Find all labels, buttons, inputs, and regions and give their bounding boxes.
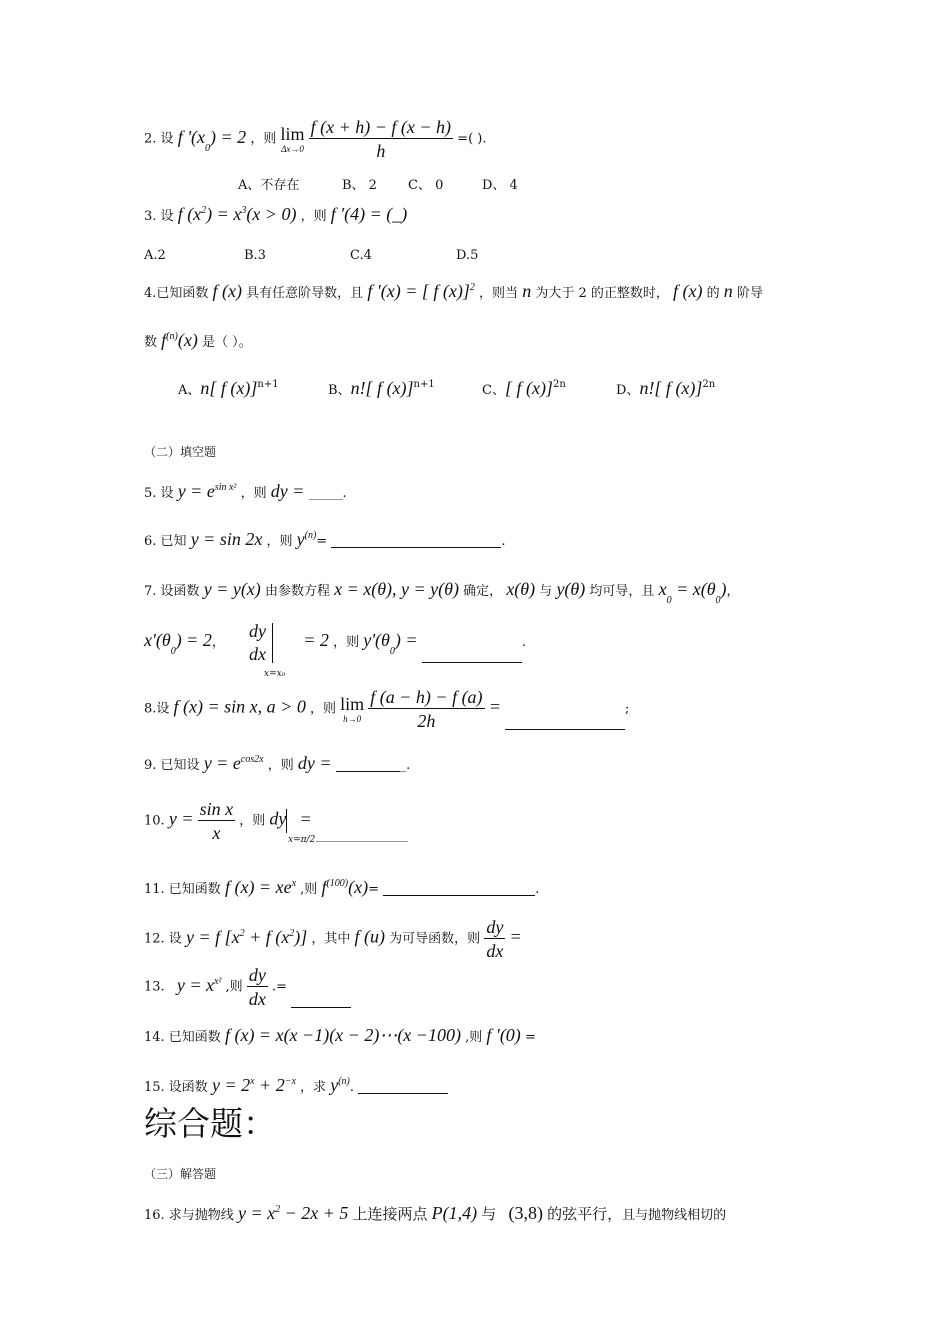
q10-eq: = [299, 808, 312, 829]
q2-fraction: $\frac{f (x + h) - f (x - h)}{h}$ [310, 117, 452, 161]
q6-eq: = [316, 534, 328, 549]
q5-expr: $y = e^{sin x^2}$ [177, 481, 237, 501]
q7-then: ，则 [333, 635, 360, 650]
q8-prefix: 8.设 [144, 701, 170, 717]
q14-expr: f (x) = x(x −1)(x − 2)⋯(x −100) [224, 1025, 461, 1045]
q3-expr: f $(x^2) = x^3(x > 0)$ [177, 204, 297, 224]
q2-option-b: B、 2 [342, 178, 377, 193]
q7-init: $x_0 = x(\theta_0)$ [658, 579, 727, 606]
q2-option-a: A、不存在 [238, 178, 300, 193]
q15-ask: $y^{(n)}$ [330, 1075, 350, 1095]
q8-expr: f (x) = sin x, a > 0 [173, 696, 306, 717]
q7-ask: $y'(\theta_0)$ = [363, 630, 418, 657]
q5-answer-blank[interactable] [309, 485, 343, 500]
q4-n: n [522, 281, 532, 301]
q15-expr: $y = 2^x + 2^{-x}$ [211, 1075, 296, 1095]
q15-end: . [349, 1080, 354, 1095]
q8-then: ，则 [309, 701, 336, 717]
q7-comma: ， [211, 635, 225, 650]
question-15 [144, 1076, 448, 1094]
q4-fn: $f^{(n)}(x)$ [161, 330, 198, 350]
q3-then: ，则 [300, 209, 327, 224]
q14-ask: f ′(0) [486, 1025, 521, 1045]
q11-expr: f $(x) = xe^x$ [224, 877, 297, 897]
q11-prefix: 11. 已知函数 [144, 882, 221, 897]
q7-t2: 确定， [463, 584, 503, 599]
q16-t2: 与 [481, 1205, 497, 1223]
q7-expr: y = y(x) [203, 579, 261, 599]
q2-then: ，则 [250, 131, 277, 147]
q7-param: x = x(θ), y = y(θ) [334, 579, 460, 599]
q2-option-c: C、 0 [408, 178, 444, 193]
q12-t1: ，其中 [311, 931, 351, 947]
q7-eq2: = 2 [303, 630, 329, 650]
q8-limit: lim h→0 [340, 693, 365, 724]
q7-t4: 均可导，且 [589, 584, 655, 599]
q13-expr: $y = x^{x^2}$ [176, 974, 222, 995]
q11-end: . [535, 882, 540, 897]
q10-then: ，则 [239, 813, 266, 829]
q9-ask: dy = [297, 753, 332, 773]
question-5 [144, 482, 347, 500]
question-7-line-2 [144, 622, 526, 663]
q5-end: . [342, 486, 347, 501]
q7-t3: 与 [539, 584, 553, 599]
q4-text-a: 4.已知函数 [144, 286, 209, 301]
q16-t3: 的弦平行， [547, 1205, 623, 1223]
question-6 [144, 530, 505, 548]
q7-end: ， [726, 584, 740, 599]
q11-ask: $f^{(100)}(x)$ [321, 877, 369, 897]
q4-fx: f (x) [212, 281, 243, 301]
q13-dydx: $\frac{dy}{dx}$ [248, 965, 266, 1009]
q6-ask: $y^{(n)}$ [296, 529, 317, 549]
q4-option-a: A、n[ f (x)]$^{n+1}$ [178, 378, 279, 398]
q4-text-e: 的 [706, 286, 720, 301]
question-14 [144, 1026, 536, 1044]
q7-prefix: 7. 设函数 [144, 584, 200, 599]
q7-eval-at: x=x₀ [264, 669, 286, 679]
q12-expr: y = f [$x^2 + f$ $(x^2)$] [185, 926, 308, 947]
section-fill-in-heading: （二）填空题 [144, 445, 217, 459]
section-solve-heading: （三）解答题 [144, 1167, 217, 1181]
q4-text-h: 是（ ）。 [201, 335, 252, 350]
q12-fu: f (u) [354, 926, 386, 947]
question-2 [144, 118, 486, 160]
question-16 [144, 1204, 726, 1222]
q16-t4: 且与抛物线相切的 [622, 1208, 727, 1223]
q10-eval-bar [286, 809, 287, 833]
q9-prefix: 9. 已知设 [144, 758, 200, 773]
question-7-line-1 [144, 579, 740, 606]
q7-deriv: $x'(\theta_0) = 2$ [144, 630, 212, 657]
q2-cond: f '$(x_0) = 2$ [177, 126, 247, 154]
q16-point-p: P(1,4) [431, 1203, 478, 1223]
q14-then: ,则 [465, 1030, 483, 1045]
q10-answer-blank[interactable] [316, 827, 408, 842]
q14-eq: = [524, 1030, 536, 1045]
q2-answer-blank: =( ). [457, 131, 487, 147]
q2-prefix: 2. 设 [144, 131, 174, 147]
q6-answer-blank[interactable] [331, 533, 501, 548]
q4-fx-2: f (x) [673, 281, 703, 301]
q6-expr: y = sin 2x [190, 529, 263, 549]
q7-answer-blank[interactable] [422, 648, 522, 663]
q16-prefix: 16. 求与抛物线 [144, 1208, 234, 1223]
q7-yt: y(θ) [556, 579, 586, 599]
q3-option-c: C.4 [350, 248, 372, 263]
question-13 [144, 966, 351, 1008]
q9-answer-blank[interactable] [336, 757, 400, 772]
q16-expr: $y = x^2 - 2x + 5$ [237, 1203, 349, 1223]
q8-eq: = [488, 696, 501, 717]
q4-cond: f ′(x) = [ f (x)]$^2$ [367, 281, 475, 301]
q13-eq: .= [271, 979, 287, 995]
q10-y: y = [168, 808, 194, 829]
q9-expr: $y = e^{cos2x}$ [203, 753, 264, 773]
q4-n-2: n [723, 281, 733, 301]
q15-answer-blank[interactable] [358, 1079, 448, 1094]
question-4-line-2 [144, 331, 252, 349]
q8-end: ; [625, 701, 630, 717]
q7-xt: x(θ) [506, 579, 536, 599]
q12-eq: = [509, 926, 522, 947]
q6-prefix: 6. 已知 [144, 534, 187, 549]
q3-prefix: 3. 设 [144, 209, 174, 224]
q2-option-d: D、 4 [482, 178, 518, 193]
q6-end: . [501, 534, 506, 549]
question-12 [144, 918, 522, 960]
question-9 [144, 754, 410, 772]
q4-text-b: 具有任意阶导数，且 [246, 286, 364, 301]
q13-prefix: 13. [144, 979, 165, 995]
comprehensive-heading: 综合题： [144, 1104, 276, 1143]
q4-text-g: 数 [144, 335, 158, 350]
q13-answer-blank[interactable] [291, 993, 351, 1008]
q4-option-d: D、n![ f (x)]$^{2n}$ [616, 378, 716, 398]
q4-text-d: 为大于 2 的正整数时， [535, 286, 669, 301]
q3-option-d: D.5 [456, 248, 479, 263]
q5-then: ，则 [240, 486, 267, 501]
q10-fraction: $\frac{\text{sin x}}{x}$ [199, 799, 234, 843]
q5-ask: dy = [270, 481, 305, 501]
q12-t2: 为可导函数，则 [389, 931, 481, 947]
q7-dydx: dy dx [248, 621, 266, 664]
q15-prefix: 15. 设函数 [144, 1080, 208, 1095]
q12-dydx: $\frac{dy}{dx}$ [486, 917, 504, 961]
q6-then: ，则 [266, 534, 293, 549]
q16-t1: 上连接两点 [352, 1205, 428, 1223]
q11-eq: = [368, 882, 380, 897]
q7-t1: 由参数方程 [264, 584, 330, 599]
q7-end2: . [521, 635, 526, 650]
q4-text-f: 阶导 [736, 286, 763, 301]
q11-answer-blank[interactable] [383, 881, 535, 896]
q5-prefix: 5. 设 [144, 486, 174, 501]
question-10 [144, 800, 408, 842]
q4-text-c: ，则当 [479, 286, 519, 301]
q3-option-b: B.3 [244, 248, 266, 263]
q7-eval-bar [272, 623, 273, 663]
q9-then: ，则 [267, 758, 294, 773]
q12-prefix: 12. 设 [144, 931, 182, 947]
question-8 [144, 688, 629, 730]
q16-point-2: (3,8) [508, 1203, 543, 1223]
q4-option-b: B、n![ f (x)]$^{n+1}$ [328, 378, 435, 398]
q15-then: ，求 [300, 1080, 327, 1095]
q8-fraction: $\frac{f (a - h) - f (a)}{2h}$ [370, 687, 483, 731]
q10-ask: dy [269, 808, 287, 829]
q14-prefix: 14. 已知函数 [144, 1030, 221, 1045]
question-11 [144, 878, 539, 896]
q11-then: ,则 [300, 882, 318, 897]
q10-eval-at: x=π/2 [288, 835, 316, 845]
q3-option-a: A.2 [144, 248, 166, 263]
q3-ask: f ′(4) = (_) [330, 204, 408, 224]
q4-option-c: C、[ f (x)]$^{2n}$ [482, 378, 566, 398]
q8-answer-blank[interactable] [505, 715, 625, 730]
q2-limit: lim Δx→0 [280, 123, 305, 154]
q9-end: _. [399, 758, 411, 773]
question-3 [144, 205, 407, 223]
q13-then: ,则 [225, 979, 243, 995]
q10-prefix: 10. [144, 813, 165, 829]
question-4-line-1 [144, 282, 763, 300]
